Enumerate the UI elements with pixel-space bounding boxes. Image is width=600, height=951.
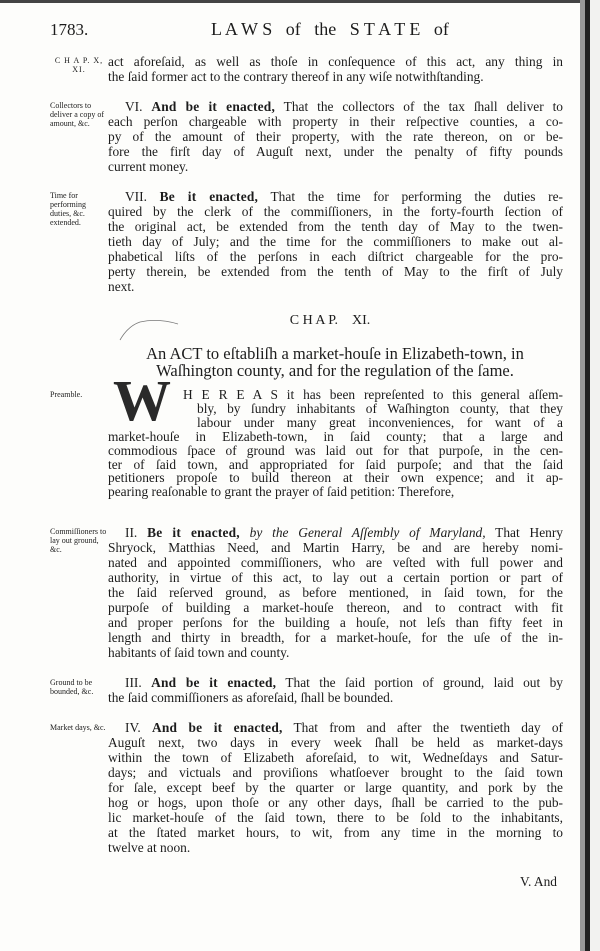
text-line: the original act, be extended from the tenth day of May to the twen- xyxy=(108,219,563,234)
catchword: V. And xyxy=(520,874,557,889)
section-first-line xyxy=(108,720,563,735)
text-line: authority, in virtue of this act, to lay out a certain portion or part of xyxy=(108,570,563,585)
text-line: H E R E A S it has been repreſented to this general aſſem- xyxy=(183,387,563,402)
text-line: nated and appointed commiſſioners, who are veſted with full power and xyxy=(108,555,563,570)
text-line: ter of ſaid town, and appropriated for ſaid purpoſe; and that the ſaid xyxy=(108,456,563,472)
margin-note-ground: Ground to be bounded, &c. xyxy=(50,678,94,696)
text-line: the ſaid reſerved ground, as before mentioned, in ſaid town, for the xyxy=(108,585,563,600)
text-line: each perſon chargeable with property in their reſpective counties, a co- xyxy=(108,114,563,129)
enacting-formula: Be it enacted, xyxy=(147,525,240,540)
section-ii xyxy=(108,525,563,660)
text-line: lic market-houſe of the ſaid town, there to be ſold to the inhabitants, xyxy=(108,810,563,825)
section-number: VII. xyxy=(125,189,147,204)
section-number: III. xyxy=(125,675,142,690)
text-line: the ſaid former act to the contrary thereof in any wiſe notwithſtanding. xyxy=(108,69,484,84)
first-line-text: That Henry xyxy=(495,525,563,540)
text-line: within the town of Elizabeth aforeſaid, to wit, Wedneſdays and Satur- xyxy=(108,750,563,765)
section-number: VI. xyxy=(125,99,143,114)
section-vii xyxy=(108,189,563,294)
ink-scribble xyxy=(118,318,188,342)
first-line-text: That from and after the twentieth day of xyxy=(293,720,563,735)
text-line: quired by the clerk of the commiſſioners, in the forty-fourth ſection of xyxy=(108,204,563,219)
section-number: II. xyxy=(125,525,138,540)
text-line: commodious ſpace of ground was laid out for that purpoſe, in the cen- xyxy=(108,442,563,458)
section-first-line xyxy=(108,99,563,114)
text-line: next. xyxy=(108,279,135,294)
margin-note-commissioners: Commiſſioners to lay out ground, &c. xyxy=(50,527,107,554)
text-line: Auguſt next, two days in every week ſhall be held as market-days xyxy=(108,735,563,750)
text-line: habitants of ſaid town and county. xyxy=(108,645,290,660)
section-iii xyxy=(108,675,563,705)
act-title-line: Waſhington county, and for the regulation of the ſame. xyxy=(156,361,514,380)
margin-note-time: Time for performing duties, &c. extended. xyxy=(50,191,86,227)
section-first-line xyxy=(108,189,563,204)
enacting-formula: Be it enacted, xyxy=(159,189,259,204)
section-iv xyxy=(108,720,563,855)
text-line: tieth day of July; and the time for the commiſſioners to make out al- xyxy=(108,234,563,249)
margin-note-preamble: Preamble. xyxy=(50,390,83,399)
text-line: twelve at noon. xyxy=(108,840,191,855)
text-line: days; and victuals and proviſions whatſoever brought to the ſaid town xyxy=(108,765,563,780)
enacting-formula: And be it enacted, xyxy=(151,99,276,114)
text-line: pearing reaſonable to grant the prayer of ſaid petition: Therefore, xyxy=(108,484,455,500)
enacting-authority: by the General Aſſembly of Maryland, xyxy=(249,525,486,540)
section-first-line xyxy=(108,675,563,690)
text-line: length and thirty in breadth, for a market-houſe, for the uſe of the in- xyxy=(108,630,563,645)
section-first-line xyxy=(108,525,563,540)
text-line: at the ſtated market hours, to wit, from any time in the morning to xyxy=(108,825,563,840)
text-line: current money. xyxy=(108,159,189,174)
drop-cap: W xyxy=(113,368,171,433)
margin-note-collectors: Collectors to deliver a copy of amount, &c. xyxy=(50,101,104,128)
text-line: act aforeſaid, as well as thoſe in conſequence of this act, any thing in xyxy=(108,54,563,69)
page-year: 1783. xyxy=(50,20,89,39)
text-line: fore the firſt day of Auguſt next, under the penalty of fifty pounds xyxy=(108,144,563,159)
enacting-formula: And be it enacted, xyxy=(151,720,283,735)
section-number: IV. xyxy=(125,720,141,735)
running-title: L A W S of the S T A T E of xyxy=(211,19,449,39)
preamble-paragraph xyxy=(108,388,563,499)
first-line-text: That the collectors of the tax ſhall deliver to xyxy=(283,99,563,114)
text-line: and proper perſons for the building a houſe, not leſs than fifty feet in xyxy=(108,615,563,630)
enacting-formula: And be it enacted, xyxy=(151,675,277,690)
act-title xyxy=(110,345,560,379)
text-line: perty therein, be extended from the tenth of May to the firſt of July xyxy=(108,264,563,279)
section-vi xyxy=(108,99,563,174)
continuation-paragraph xyxy=(108,54,563,84)
margin-note-chap: C H A P. X, XI. xyxy=(54,56,104,74)
margin-note-market: Market days, &c. xyxy=(50,723,106,732)
text-line: purpoſe of building a market-houſe thereon, and to contract with fit xyxy=(108,600,563,615)
first-line-text: That the ſaid portion of ground, laid out by xyxy=(285,675,563,690)
text-line: phabetical liſts of the perſons in each diſtrict chargeable for the pro- xyxy=(108,249,563,264)
text-line: labour under many great inconveniences, for want of a xyxy=(197,414,563,430)
text-line: petitioners propoſe to build thereon at their own expence; and it ap- xyxy=(108,470,563,486)
text-line: py of the amount of their property, with the rate thereon, on or be- xyxy=(108,129,563,144)
text-line: hog or hogs, upon thoſe or any other days, ſhall be carried to the pub- xyxy=(108,795,563,810)
chapter-heading: C H A P. XI. xyxy=(289,313,371,328)
text-line: bly, by ſundry inhabitants of Waſhington county, that they xyxy=(197,400,563,416)
page-top-edge xyxy=(0,0,590,3)
act-title-line: An ACT to eſtabliſh a market-houſe in Elizabeth-town, in xyxy=(146,344,524,363)
first-line-text: That the time for performing the duties re- xyxy=(270,189,563,204)
text-line: the ſaid commiſſioners as aforeſaid, ſhall be bounded. xyxy=(108,690,394,705)
text-line: for ſale, except beef by the quarter or large quantity, and pork by the xyxy=(108,780,563,795)
text-line: Shryock, Matthias Need, and Martin Harry, be and are hereby nomi- xyxy=(108,540,563,555)
scan-margin xyxy=(590,0,600,951)
text-line: market-houſe in Elizabeth-town, in ſaid county; that a large and xyxy=(108,428,563,444)
